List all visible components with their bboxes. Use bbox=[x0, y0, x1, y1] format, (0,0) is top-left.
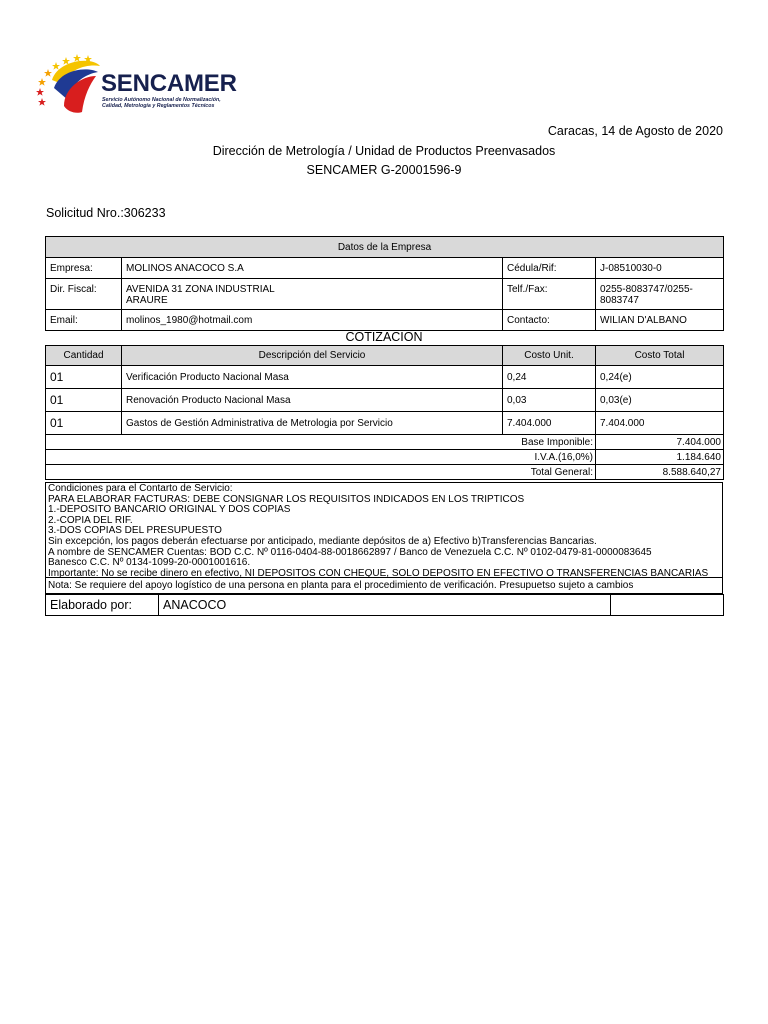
email-label: Email: bbox=[46, 310, 122, 331]
table-row bbox=[46, 412, 724, 435]
total-general-value: 8.588.640,27 bbox=[596, 465, 724, 480]
direccion-title: Dirección de Metrología / Unidad de Productos Preenvasados bbox=[212, 144, 556, 158]
email-value: molinos_1980@hotmail.com bbox=[122, 310, 503, 331]
nota: Nota: Se requiere del apoyo logístico de una persona en planta para el procedimiento de verificación. Presupuetso sujeto a cambios bbox=[45, 577, 723, 594]
telf-value bbox=[596, 279, 724, 310]
col-descripcion: Descripción del Servicio bbox=[122, 346, 503, 366]
logo-title: SENCAMER bbox=[101, 70, 237, 97]
contacto-label: Contacto: bbox=[503, 310, 596, 331]
col-cantidad: Cantidad bbox=[46, 346, 122, 366]
iva-value: 1.184.640 bbox=[596, 450, 724, 465]
table-row bbox=[46, 389, 724, 412]
sencamer-rif: SENCAMER G-20001596-9 bbox=[306, 163, 462, 177]
condiciones-line: 3.-DOS COPIAS DEL PRESUPUESTO bbox=[48, 525, 222, 537]
dir-fiscal-value bbox=[122, 279, 503, 310]
empresa-value: MOLINOS ANACOCO S.A bbox=[122, 258, 503, 279]
row-total: 0,24(e) bbox=[596, 366, 724, 389]
condiciones-box bbox=[45, 482, 723, 578]
condiciones-line: PARA ELABORAR FACTURAS: DEBE CONSIGNAR LOS REQUISITOS INDICADOS EN LOS TRIPTICOS bbox=[48, 493, 525, 505]
iva-label: I.V.A.(16,0%) bbox=[46, 450, 596, 465]
empresa-label: Empresa: bbox=[46, 258, 122, 279]
table-row bbox=[46, 366, 724, 389]
condiciones-line: Importante: No se recibe dinero en efectivo, NI DEPOSITOS CON CHEQUE, SOLO DEPOSITO EN EFECTIVO O TRANSFERENCIAS BANCARIAS bbox=[48, 567, 709, 579]
row-desc: Renovación Producto Nacional Masa bbox=[122, 389, 503, 412]
col-costo-total: Costo Total bbox=[596, 346, 724, 366]
telf-line2: 8083747 bbox=[600, 295, 639, 306]
condiciones-line: 2.-COPIA DEL RIF. bbox=[48, 514, 133, 526]
row-unit: 0,03 bbox=[503, 389, 596, 412]
cotizacion-table bbox=[45, 345, 724, 480]
dir-fiscal-label: Dir. Fiscal: bbox=[46, 279, 122, 310]
condiciones-line: 1.-DEPOSITO BANCARIO ORIGINAL Y DOS COPIAS bbox=[48, 504, 291, 516]
row-unit: 0,24 bbox=[503, 366, 596, 389]
condiciones-line: Condiciones para el Contarto de Servicio: bbox=[48, 483, 233, 494]
elaborado-table bbox=[45, 594, 724, 616]
condiciones-line: A nombre de SENCAMER Cuentas: BOD C.C. Nº 0116-0404-88-0018662897 / Banco de Venezuela C.C. Nº 0102-0479-81-0000083645 bbox=[48, 546, 652, 558]
cedula-value: J-08510030-0 bbox=[596, 258, 724, 279]
telf-label: Telf./Fax: bbox=[503, 279, 596, 310]
elaborado-label: Elaborado por: bbox=[46, 595, 159, 616]
row-desc: Gastos de Gestión Administrativa de Metrologia por Servicio bbox=[122, 412, 503, 435]
contacto-value: WILIAN D'ALBANO bbox=[596, 310, 724, 331]
elaborado-blank bbox=[611, 595, 724, 616]
condiciones-line: Banesco C.C. Nº 0134-1099-20-0001001616. bbox=[48, 557, 251, 569]
document-date: Caracas, 14 de Agosto de 2020 bbox=[547, 124, 723, 138]
cedula-label: Cédula/Rif: bbox=[503, 258, 596, 279]
row-unit: 7.404.000 bbox=[503, 412, 596, 435]
row-qty: 01 bbox=[46, 389, 122, 412]
dir-fiscal-line1: AVENIDA 31 ZONA INDUSTRIAL bbox=[126, 284, 275, 295]
empresa-table bbox=[45, 236, 724, 331]
base-imponible-label: Base Imponible: bbox=[46, 435, 596, 450]
elaborado-value: ANACOCO bbox=[159, 595, 611, 616]
row-total: 7.404.000 bbox=[596, 412, 724, 435]
telf-line1: 0255-8083747/0255- bbox=[600, 284, 693, 295]
row-desc: Verificación Producto Nacional Masa bbox=[122, 366, 503, 389]
solicitud-number: Solicitud Nro.:306233 bbox=[46, 206, 166, 220]
row-qty: 01 bbox=[46, 366, 122, 389]
logo-subtitle: Servicio Autónomo Nacional de Normalización, Calidad, Metrología y Reglamentos Técnicos bbox=[102, 97, 221, 110]
cotizacion-title: COTIZACION bbox=[345, 330, 423, 344]
total-general-label: Total General: bbox=[46, 465, 596, 480]
row-total: 0,03(e) bbox=[596, 389, 724, 412]
empresa-header: Datos de la Empresa bbox=[46, 237, 724, 258]
base-imponible-value: 7.404.000 bbox=[596, 435, 724, 450]
col-costo-unit: Costo Unit. bbox=[503, 346, 596, 366]
condiciones-line: Sin excepción, los pagos deberán efectuarse por anticipado, mediante depósitos de a) Efectivo b)Transferencias Bancarias. bbox=[48, 535, 597, 547]
dir-fiscal-line2: ARAURE bbox=[126, 295, 168, 306]
row-qty: 01 bbox=[46, 412, 122, 435]
